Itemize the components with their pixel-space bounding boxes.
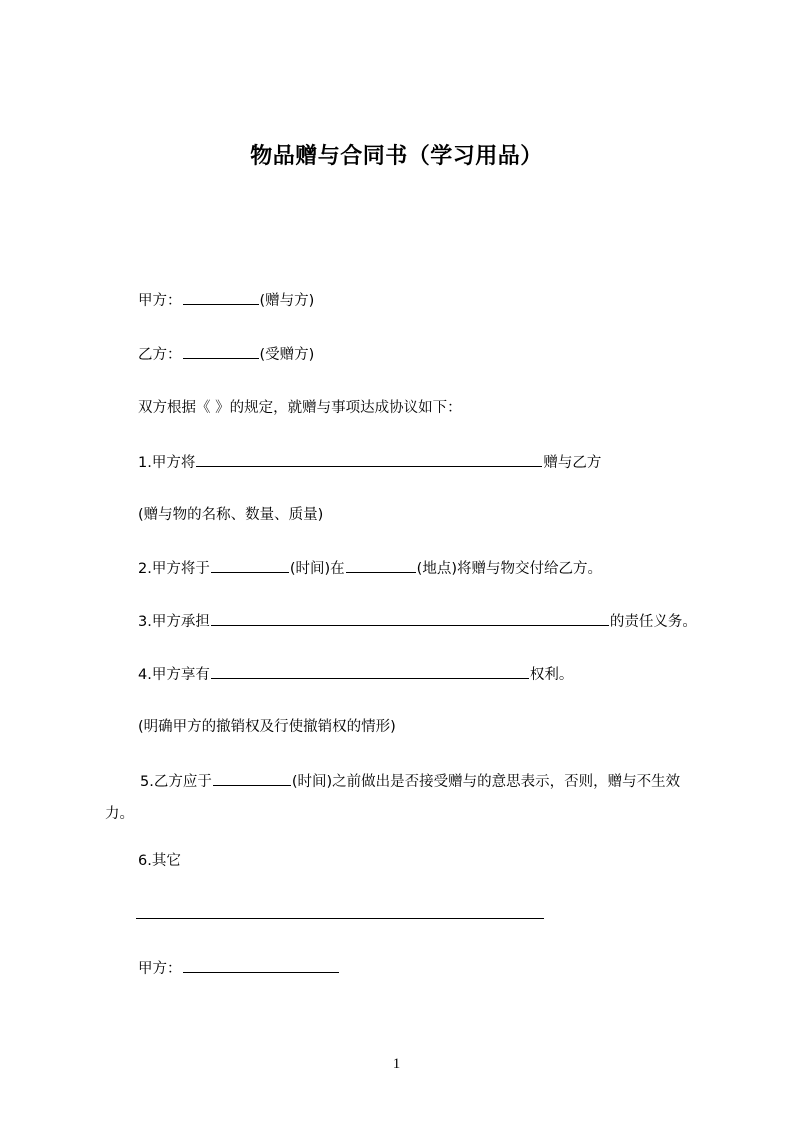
party-a-role: (赠与方) <box>259 293 315 309</box>
party-b-line <box>138 344 314 365</box>
clause-5-blank <box>213 771 291 786</box>
clause-2-time-blank <box>211 558 289 573</box>
clause-3-suffix: 的责任义务。 <box>609 614 697 630</box>
clause-4-suffix: 权利。 <box>529 667 574 683</box>
clause-2-place-blank <box>346 558 416 573</box>
party-b-label: 乙方： <box>138 347 182 363</box>
signature-line <box>138 958 340 979</box>
clause-1 <box>138 452 601 473</box>
clause-1-note: (赠与物的名称、数量、质量) <box>138 507 324 523</box>
clause-2-prefix: 2.甲方将于 <box>138 561 210 577</box>
clause-4 <box>138 664 573 685</box>
clause-4-blank <box>211 664 529 679</box>
clause-3-blank <box>211 611 609 626</box>
clause-3-prefix: 3.甲方承担 <box>138 614 210 630</box>
clause-2 <box>138 558 602 579</box>
clause-2-time: (时间)在 <box>289 561 345 577</box>
clause-3 <box>138 611 697 632</box>
signature-blank <box>183 958 339 973</box>
party-a-line <box>138 290 314 311</box>
clause-1-prefix: 1.甲方将 <box>138 455 196 471</box>
document-title: 物品赠与合同书（学习用品） <box>250 144 543 169</box>
party-a-label: 甲方： <box>138 293 182 309</box>
party-b-role: (受赠方) <box>259 347 315 363</box>
clause-4-prefix: 4.甲方享有 <box>138 667 210 683</box>
preamble: 双方根据《 》的规定，就赠与事项达成协议如下： <box>138 400 462 416</box>
clause-4-note: (明确甲方的撤销权及行使撤销权的情形) <box>138 719 396 735</box>
page-number: 1 <box>392 1056 401 1072</box>
signature-label: 甲方： <box>138 961 182 977</box>
other-terms-blank-line <box>136 918 544 919</box>
clause-1-suffix: 赠与乙方 <box>543 455 602 471</box>
clause-1-blank <box>196 452 542 467</box>
clause-2-place: (地点)将赠与物交付给乙方。 <box>416 561 602 577</box>
party-b-blank <box>183 344 259 359</box>
clause-5 <box>105 766 705 830</box>
clause-5-suffix: (时间)之前做出是否接受赠与的意思表示，否则，赠与不生效力。 <box>105 774 681 822</box>
clause-5-prefix: 5.乙方应于 <box>140 774 212 790</box>
clause-6: 6.其它 <box>138 853 181 869</box>
party-a-blank <box>183 290 259 305</box>
